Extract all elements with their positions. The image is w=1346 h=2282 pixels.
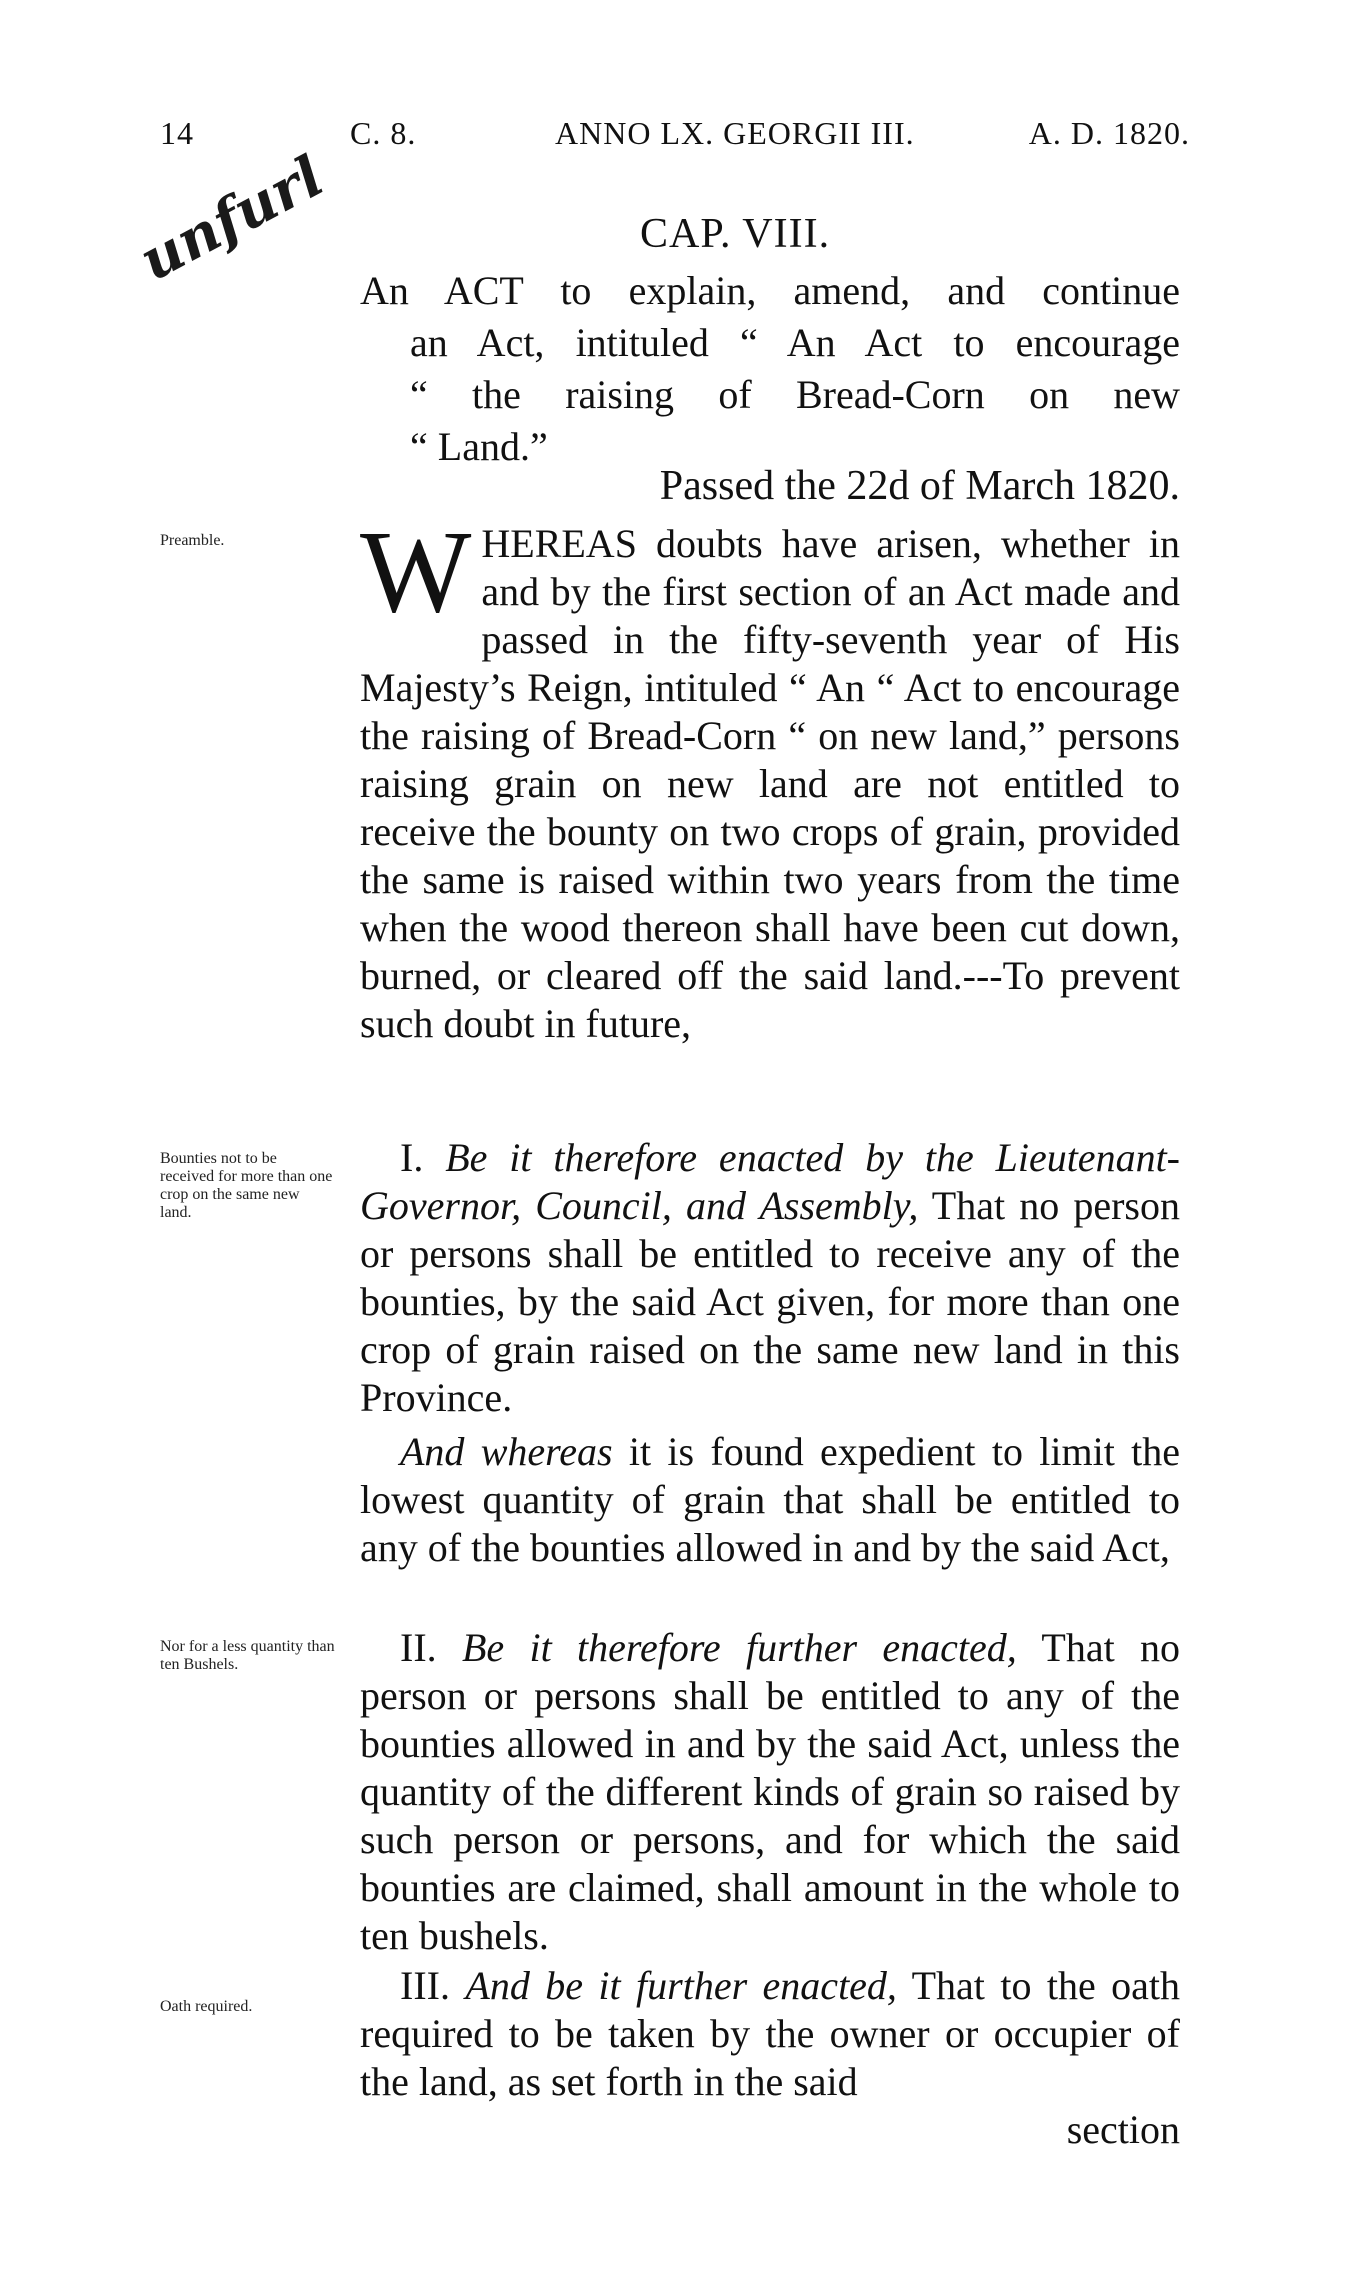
section-numeral: II. (400, 1625, 437, 1670)
preamble-text: HEREAS doubts have arisen, whether in and by the first section of an Act made and passed in the fifty-seventh year of His Majesty’s Reign, intituled “ An “ Act to encourage the raising of Bread-Corn “ on new land,” persons raising grain on new land are not entitled to receive the bounty on two crops of grain, provided the same is raised within two years from the time when the wood thereon shall have been cut down, burned, or cleared off the said land.---To prevent such doubt in future, (360, 521, 1180, 1046)
act-title-line: an Act, intituled “ An Act to encourage (410, 320, 1180, 365)
handwritten-annotation: unfurl (129, 143, 334, 294)
section-text: That no person or persons shall be entitled to any of the bounties allowed in and by the said Act, unless the quantity of the different kinds of grain so raised by such person or persons, and for which the said bounties are claimed, shall amount in the whole to ten bushels. (360, 1625, 1181, 1958)
section-1 (360, 1134, 1180, 1422)
whereas-lead: And whereas (400, 1429, 613, 1474)
enacting-clause: And be it further enacted, (465, 1963, 897, 2008)
act-title-line: “ Land.” (410, 424, 548, 469)
chapter-heading: CAP. VIII. (640, 211, 831, 257)
preamble-paragraph (360, 506, 1180, 1048)
whereas-paragraph (360, 1428, 1180, 1572)
section-2 (360, 1624, 1180, 1960)
section-3 (360, 1962, 1180, 2106)
section-text: That no person or persons shall be entitled to receive any of the bounties, by the said Act given, for more than one crop of grain raised on the same new land in this Province. (360, 1183, 1180, 1420)
enacting-clause: Be it therefore enacted by the Lieutenant-Governor, Council, and Assembly, (360, 1135, 1180, 1228)
margin-note-bounties: Bounties not to be received for more than one crop on the same new land. (160, 1150, 333, 1221)
passed-date: Passed the 22d of March 1820. (659, 463, 1180, 509)
act-title-line: An ACT to explain, amend, and continue (360, 268, 1180, 313)
margin-note-preamble: Preamble. (160, 532, 225, 549)
act-title (360, 265, 1180, 473)
year-label: A. D. 1820. (1028, 115, 1190, 151)
chapter-number: C. 8. (350, 115, 417, 151)
enacting-clause: Be it therefore further enacted, (461, 1625, 1017, 1670)
section-numeral: I. (400, 1135, 424, 1180)
page-number: 14 (160, 115, 194, 151)
whereas-text: it is found expedient to limit the lowest quantity of grain that shall be entitled to any of the bounties allowed in and by the said Act, (360, 1429, 1180, 1570)
regnal-title: ANNO LX. GEORGII III. (555, 115, 915, 151)
running-head (160, 115, 1190, 165)
act-title-line: “ the raising of Bread-Corn on new (410, 372, 1180, 417)
section-text: That to the oath required to be taken by the owner or occupier of the land, as set forth in the said (360, 1963, 1181, 2104)
drop-cap: W (360, 506, 472, 637)
margin-note-oath: Oath required. (160, 1998, 253, 2015)
catchword: section (1066, 2107, 1180, 2152)
section-numeral: III. (400, 1963, 450, 2008)
margin-note-bushels: Nor for a less quantity than ten Bushels. (160, 1638, 335, 1673)
